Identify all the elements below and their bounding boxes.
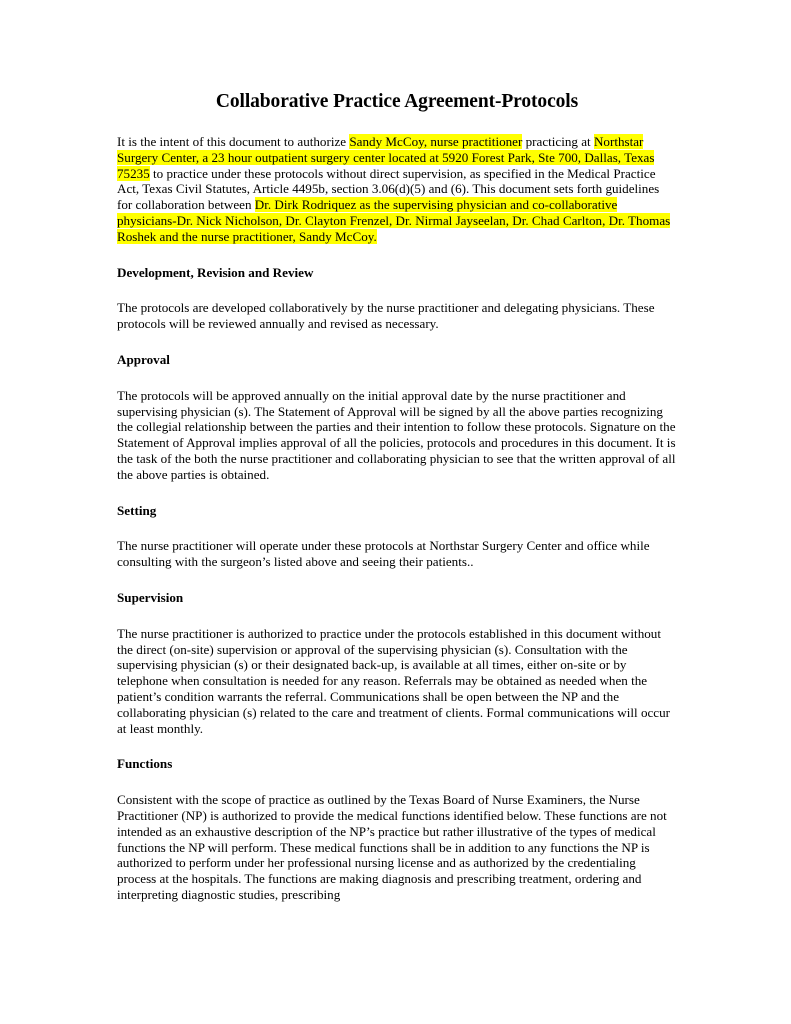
intro-text-3: to practice under these protocols without direct supervision, as specified in the Medical Practice Act, Texas Civil Statutes, Article 4495b, section 3.06(d)(5) and (6). This document sets forth guidelines for collaboration between (117, 165, 660, 213)
section-body-approval: The protocols will be approved annually on the initial approval date by the nurse practitioner and supervising physician (s). The Statement of Approval will be signed by all the above parties recognizing the collegial relationship between the parties and their intention to follow these protocols. Signature on the Statement of Approval implies approval of all the policies, protocols and procedures in this document. It is the task of the both the nurse practitioner and collaborating physician to see that the written approval of all the above parties is obtained. (117, 387, 676, 482)
section-body-functions: Consistent with the scope of practice as outlined by the Texas Board of Nurse Examiners, the Nurse Practitioner (NP) is authorized to provide the medical functions identified below. These functions are not intended as an exhaustive description of the NP’s practice but rather illustrative of the types of medical functions the NP will perform. These medical functions shall be in addition to any functions the NP is authorized to perform under her professional nursing license and as authorized by the credentialing process at the hospitals. The functions are making diagnosis and prescribing treatment, ordering and interpreting diagnostic studies, prescribing (117, 792, 667, 902)
intro-highlight-practitioner: Sandy McCoy, nurse practitioner (349, 134, 523, 149)
intro-highlight-physicians: Dr. Dirk Rodriquez as the supervising physician and co-collaborative physicians-Dr. Nick Nicholson, Dr. Clayton Frenzel, Dr. Nirmal Jayseelan, Dr. Chad Carlton, Dr. Thomas Roshek and the nurse practitioner, Sandy McCoy. (117, 197, 671, 244)
section-heading-supervision: Supervision (117, 589, 184, 605)
section-body-supervision: The nurse practitioner is authorized to practice under the protocols established in this document without the direct (on-site) supervision or approval of the supervising physician (s). Consultation with the supervising physician (s) or their designated back-up, is available at all times, either on-site or by telephone when consultation is needed for any reason. Referrals may be obtained as needed when the patient’s condition warrants the referral. Communications shall be open between the NP and the collaborating physician (s) related to the care and treatment of clients. Formal communications will occur at least monthly. (117, 625, 671, 736)
section-heading-development: Development, Revision and Review (117, 264, 314, 280)
section-body-setting: The nurse practitioner will operate under these protocols at Northstar Surgery Center and office while consulting with the surgeon’s listed above and seeing their patients.. (117, 538, 650, 570)
intro-paragraph (117, 134, 677, 245)
section-heading-setting: Setting (117, 502, 157, 518)
intro-text-2: practicing at (522, 134, 594, 149)
section-heading-functions: Functions (117, 756, 173, 772)
intro-text-1: It is the intent of this document to authorize (117, 134, 350, 149)
section-heading-approval: Approval (117, 351, 170, 367)
document-content (117, 90, 677, 923)
document-title: Collaborative Practice Agreement-Protocols (215, 91, 579, 112)
section-body-development: The protocols are developed collaboratively by the nurse practitioner and delegating physicians. These protocols will be reviewed annually and revised as necessary. (117, 300, 655, 332)
intro-highlight-location: Northstar Surgery Center, a 23 hour outpatient surgery center located at 5920 Forest Park, Ste 700, Dallas, Texas 75235 (117, 134, 655, 181)
